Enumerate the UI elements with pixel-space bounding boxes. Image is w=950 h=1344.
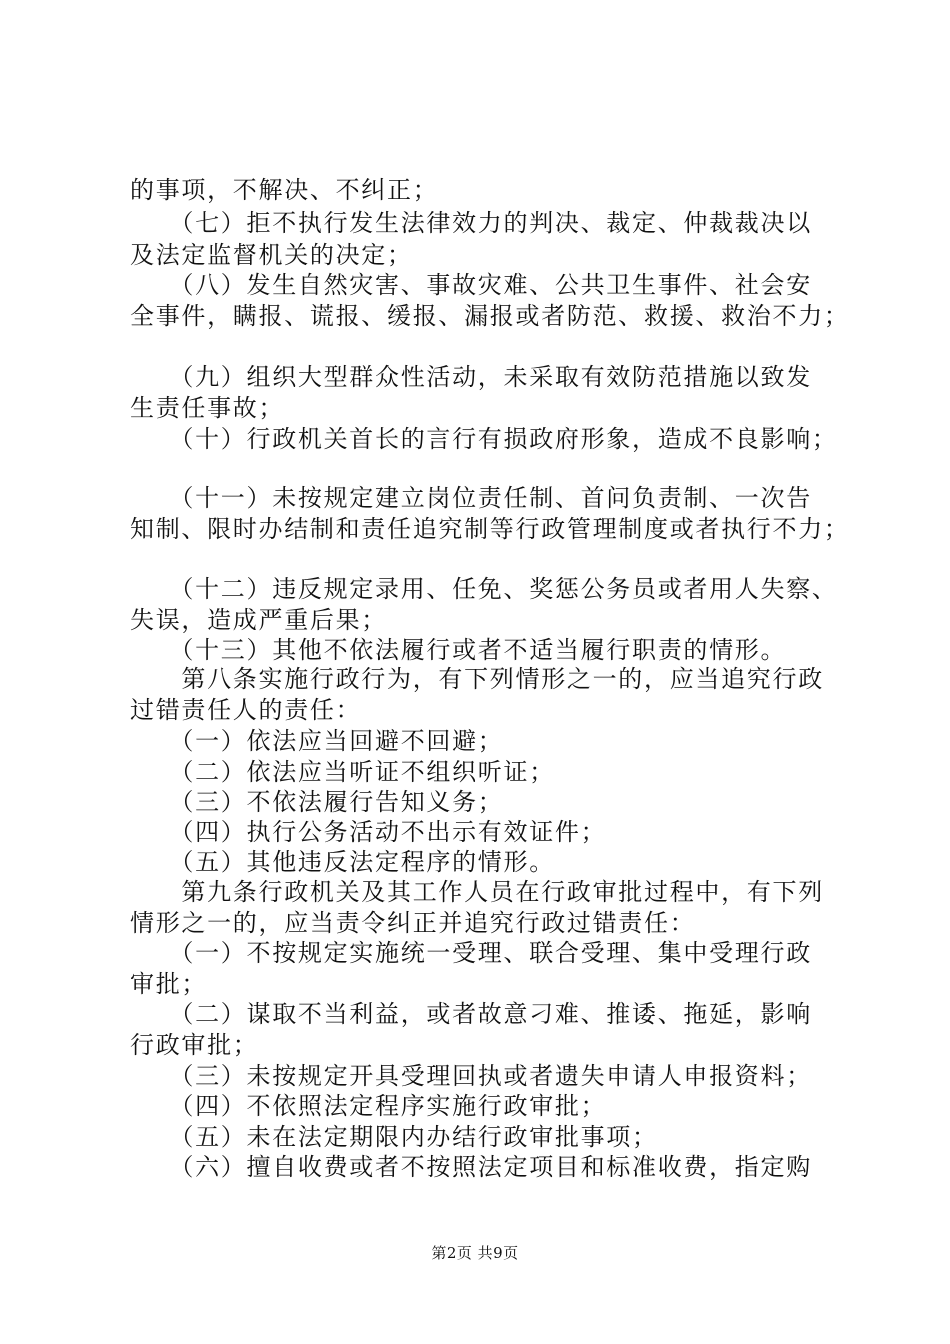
text-line: （一）依法应当回避不回避；	[130, 727, 504, 755]
text-line: 第九条行政机关及其工作人员在行政审批过程中，有下列	[130, 878, 824, 906]
text-line: （四）执行公务活动不出示有效证件；	[130, 818, 607, 846]
text-line: 的事项，不解决、不纠正；	[130, 176, 439, 204]
text-line: （三）不依法履行告知义务；	[130, 788, 504, 816]
text-line: （十）行政机关首长的言行有损政府形象，造成不良影响；	[130, 425, 838, 453]
text-line: 审批；	[130, 970, 208, 998]
text-line: （五）其他违反法定程序的情形。	[130, 848, 555, 876]
text-line: （七）拒不执行发生法律效力的判决、裁定、仲裁裁决以	[130, 209, 812, 237]
text-line: （十一）未按规定建立岗位责任制、首问负责制、一次告	[130, 484, 812, 512]
text-line: （一）不按规定实施统一受理、联合受理、集中受理行政	[130, 939, 812, 967]
text-line: 情形之一的，应当责令纠正并追究行政过错责任：	[130, 909, 696, 937]
text-line: 行政审批；	[130, 1031, 259, 1059]
page-number: 第2页 共9页	[431, 1244, 519, 1262]
text-line: 第八条实施行政行为，有下列情形之一的，应当追究行政	[130, 665, 824, 693]
text-line: 及法定监督机关的决定；	[130, 241, 413, 269]
text-line: 过错责任人的责任：	[130, 696, 362, 724]
text-line: 生责任事故；	[130, 394, 285, 422]
text-line: （五）未在法定期限内办结行政审批事项；	[130, 1123, 658, 1151]
text-line: （十三）其他不依法履行或者不适当履行职责的情形。	[130, 636, 787, 664]
text-line: （三）未按规定开具受理回执或者遗失申请人申报资料；	[130, 1062, 812, 1090]
text-line: （十二）违反规定录用、任免、奖惩公务员或者用人失察、	[130, 575, 838, 603]
text-line: （九）组织大型群众性活动，未采取有效防范措施以致发	[130, 363, 812, 391]
text-line: （八）发生自然灾害、事故灾难、公共卫生事件、社会安	[130, 271, 812, 299]
text-line: （二）依法应当听证不组织听证；	[130, 758, 555, 786]
text-line: 失误，造成严重后果；	[130, 606, 387, 634]
text-line: （二）谋取不当利益，或者故意刁难、推诿、拖延，影响	[130, 1000, 812, 1028]
text-line: 全事件，瞒报、谎报、缓报、漏报或者防范、救援、救治不力；	[130, 302, 850, 330]
text-line: （六）擅自收费或者不按照法定项目和标准收费，指定购	[130, 1153, 812, 1181]
text-line: （四）不依照法定程序实施行政审批；	[130, 1092, 607, 1120]
text-line: 知制、限时办结制和责任追究制等行政管理制度或者执行不力；	[130, 515, 850, 543]
